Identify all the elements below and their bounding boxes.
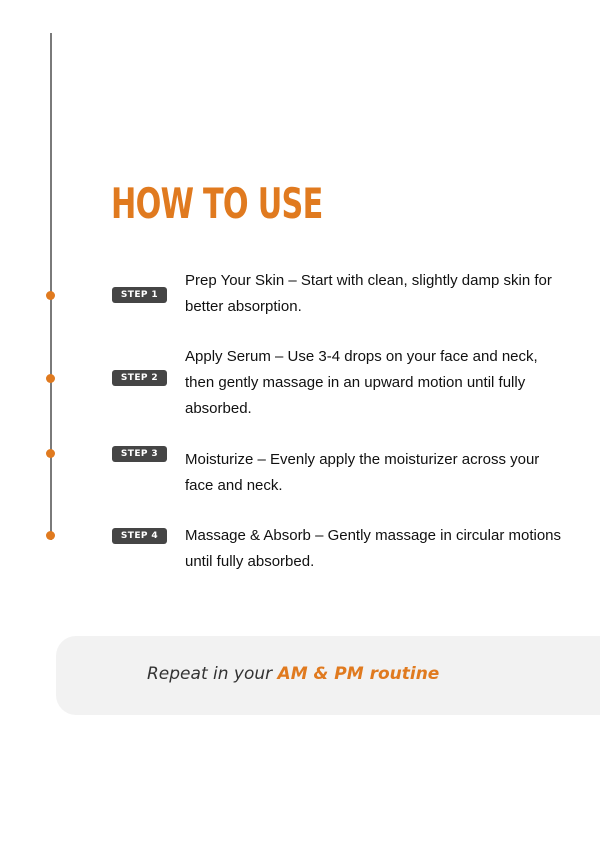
routine-note-highlight: AM & PM routine (277, 664, 440, 684)
step-3-badge: STEP 3 (112, 446, 167, 462)
timeline-line (50, 33, 52, 540)
step-3-text: Moisturize – Evenly apply the moisturizer across your face and neck. (185, 451, 540, 494)
page-title: HOW TO USE (111, 179, 323, 228)
step-4-text: Massage & Absorb – Gently massage in circular motions until fully absorbed. (185, 527, 562, 570)
routine-note-box (56, 636, 600, 715)
step-1-badge: STEP 1 (112, 287, 167, 303)
routine-note (147, 662, 439, 686)
timeline-dot-step-2 (46, 374, 55, 383)
step-1-text: Prep Your Skin – Start with clean, slightly damp skin for better absorption. (185, 272, 552, 315)
timeline-dot-step-1 (46, 291, 55, 300)
timeline-dot-step-3 (46, 449, 55, 458)
step-2-badge: STEP 2 (112, 370, 167, 386)
routine-note-prefix: Repeat in your (147, 664, 278, 684)
timeline-dot-step-4 (46, 531, 55, 540)
step-4-badge: STEP 4 (112, 528, 167, 544)
step-2-text: Apply Serum – Use 3-4 drops on your face and neck, then gently massage in an upward motion until fully absorbed. (185, 348, 538, 417)
